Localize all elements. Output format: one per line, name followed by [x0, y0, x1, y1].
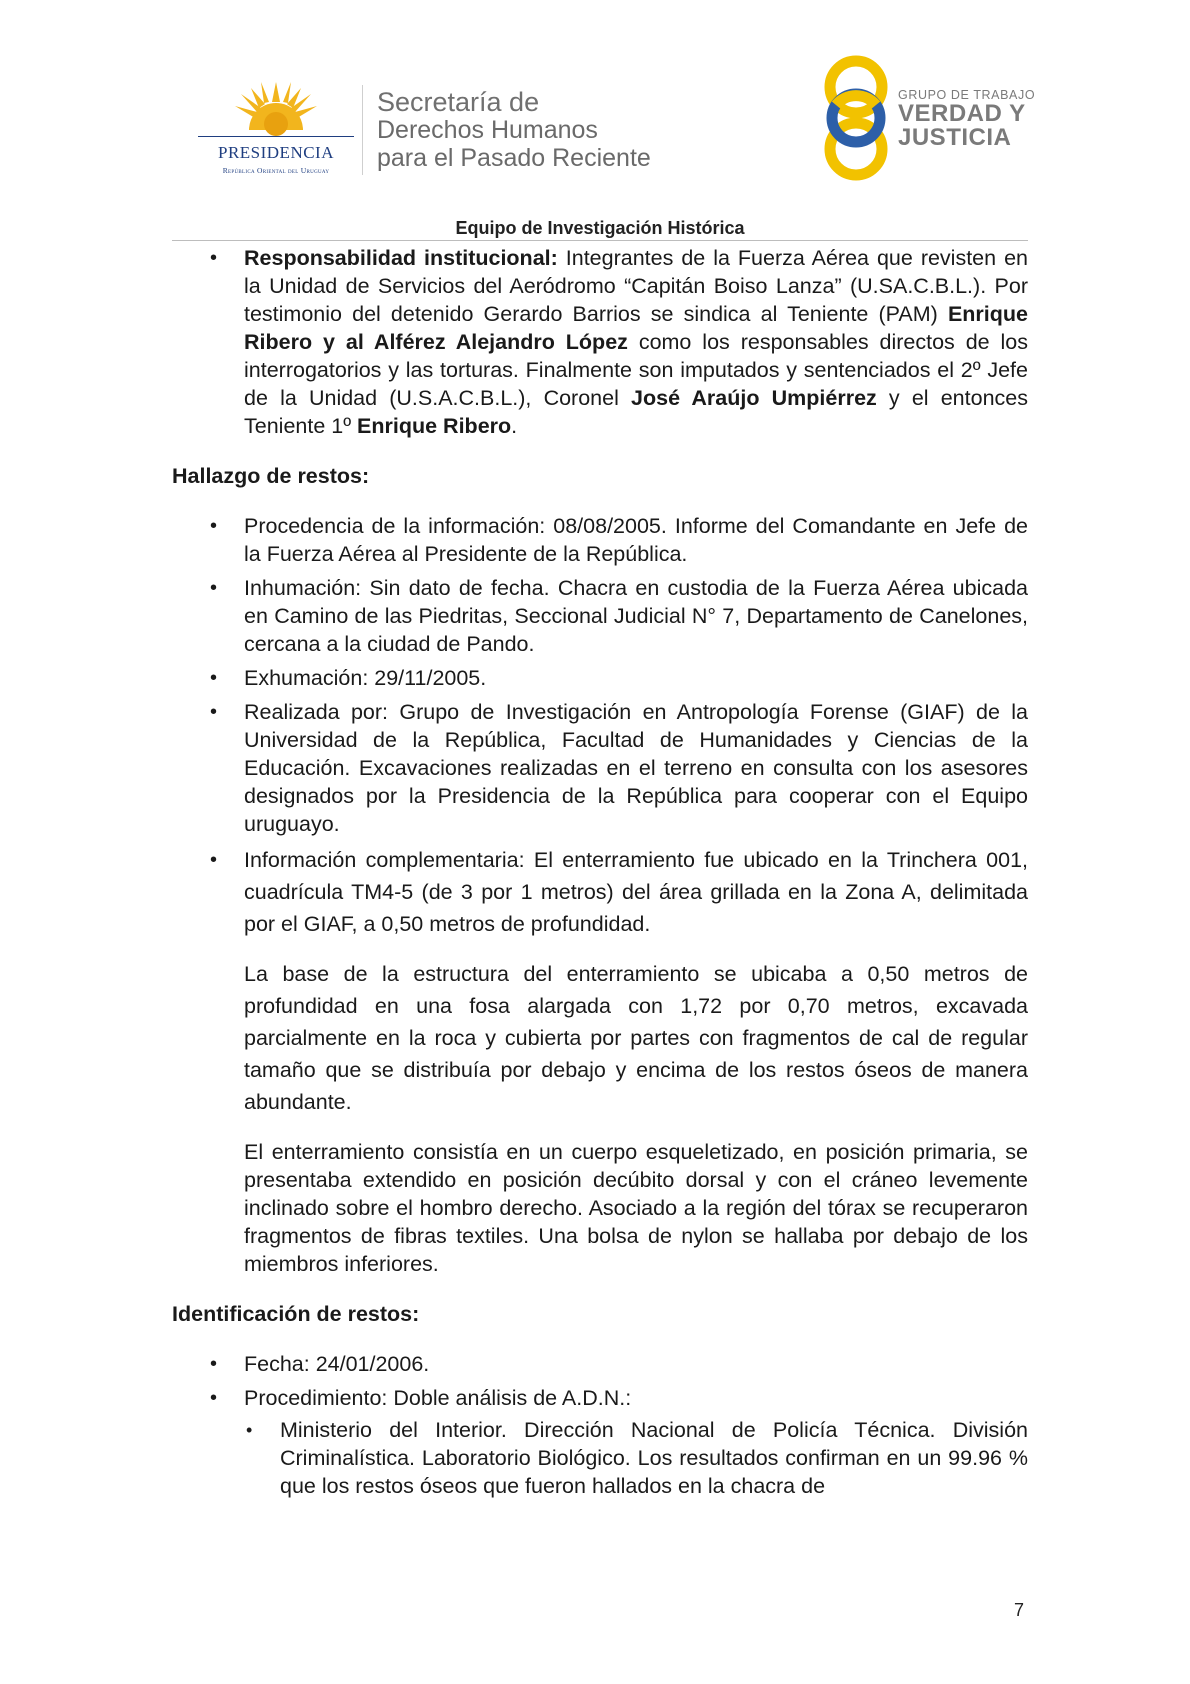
logo-divider	[362, 85, 363, 175]
secretaria-line-2: Derechos Humanos	[377, 116, 598, 144]
hallazgo-paragraph-2: El enterramiento consistía en un cuerpo esqueletizado, en posición primaria, se presentaba extendido en posición decúbito dorsal y con el cráneo levemente inclinado sobre el hombro derecho. Asociado a la región del tórax se recuperaron fragmentos de fibras textiles. Una bolsa de nylon se hallaba por debajo de los miembros inferiores.	[244, 1140, 1028, 1276]
team-title: Equipo de Investigación Histórica	[455, 218, 745, 238]
responsabilidad-label: Responsabilidad institucional:	[244, 246, 558, 270]
responsabilidad-text-2: como los responsables directos de los interrogatorios y las torturas. Finalmente son imputados y sentenciados el 2º Jefe de la Unidad (U.S.A.C.B.L.), Coronel	[244, 330, 1029, 410]
page-header	[0, 0, 1190, 240]
responsabilidad-text-3: y el entonces Teniente 1º	[244, 386, 1028, 438]
responsabilidad-item	[172, 244, 1028, 440]
presidencia-logo	[196, 80, 356, 180]
grupo-trabajo-label: GRUPO DE TRABAJO	[898, 88, 1036, 102]
presidencia-rule	[198, 136, 354, 137]
list-item: • Exhumación: 29/11/2005.	[172, 664, 1028, 692]
identificacion-sublist	[172, 1416, 1028, 1500]
identificacion-heading: Identificación de restos:	[172, 1302, 420, 1326]
list-item: • Procedencia de la información: 08/08/2005. Informe del Comandante en Jefe de la Fuerza Aérea al Presidente de la República.	[172, 512, 1028, 568]
hallazgo-heading: Hallazgo de restos:	[172, 464, 370, 488]
responsabilidad-bold-2: José Araújo Umpiérrez	[631, 386, 877, 410]
secretaria-line-3: para el Pasado Reciente	[377, 144, 651, 172]
secretaria-logo-text	[377, 88, 651, 172]
list-item: • Realizada por: Grupo de Investigación en Antropología Forense (GIAF) de la Universidad de la República, Facultad de Humanidades y Ciencias de la Educación. Excavaciones realizadas en el terreno en consulta con los asesores designados por la Presidencia de la República para cooperar con el Equipo uruguayo.	[172, 698, 1028, 838]
verdad-line: VERDAD Y	[898, 100, 1026, 127]
identificacion-list	[172, 1350, 1028, 1412]
responsabilidad-text-1: Integrantes de la Fuerza Aérea que revisten en la Unidad de Servicios del Aeródromo “Capitán Boiso Lanza” (U.SA.C.B.L.). Por testimonio del detenido Gerardo Barrios se sindica al Teniente (PAM)	[244, 246, 1028, 326]
list-item: • Procedimiento: Doble análisis de A.D.N.:	[172, 1384, 1028, 1412]
presidencia-subtext: República Oriental del Uruguay	[222, 166, 330, 175]
list-item: • Información complementaria: El enterramiento fue ubicado en la Trinchera 001, cuadrícula TM4-5 (de 3 por 1 metros) del área grillada en la Zona A, delimitada por el GIAF, a 0,50 metros de profundidad.	[172, 844, 1028, 940]
hallazgo-paragraph-1: La base de la estructura del enterramiento se ubicaba a 0,50 metros de profundidad en una fosa alargada con 1,72 por 0,70 metros, excavada parcialmente en la roca y cubierta por partes con fragmentos de cal de regular tamaño que se distribuía por debajo y encima de los restos óseos de manera abundante.	[244, 962, 1028, 1114]
presidencia-text: PRESIDENCIA	[217, 143, 334, 162]
list-item: • Fecha: 24/01/2006.	[172, 1350, 1028, 1378]
responsabilidad-bold-3: Enrique Ribero	[357, 414, 512, 438]
responsabilidad-list	[172, 244, 1028, 440]
responsabilidad-text-4: .	[511, 414, 518, 438]
secretaria-line-1: Secretaría de	[377, 87, 540, 117]
sub-list-item: • Ministerio del Interior. Dirección Nacional de Policía Técnica. División Criminalística. Laboratorio Biológico. Los resultados confirman en un 99.96 % que los restos óseos que fueron hallados en la chacra de	[172, 1416, 1028, 1500]
header-rule	[172, 240, 1028, 241]
page-content	[172, 244, 1028, 1500]
page-number: 7	[1014, 1600, 1025, 1620]
justicia-line: JUSTICIA	[898, 124, 1012, 151]
sun-icon	[231, 80, 321, 138]
hallazgo-list	[172, 512, 1028, 940]
list-item: • Inhumación: Sin dato de fecha. Chacra en custodia de la Fuerza Aérea ubicada en Camino de las Piedritas, Seccional Judicial N° 7, Departamento de Canelones, cercana a la ciudad de Pando.	[172, 574, 1028, 658]
responsabilidad-bold-1: Enrique Ribero y al Alférez Alejandro López	[244, 302, 1028, 354]
verdad-justicia-title	[898, 102, 1026, 150]
